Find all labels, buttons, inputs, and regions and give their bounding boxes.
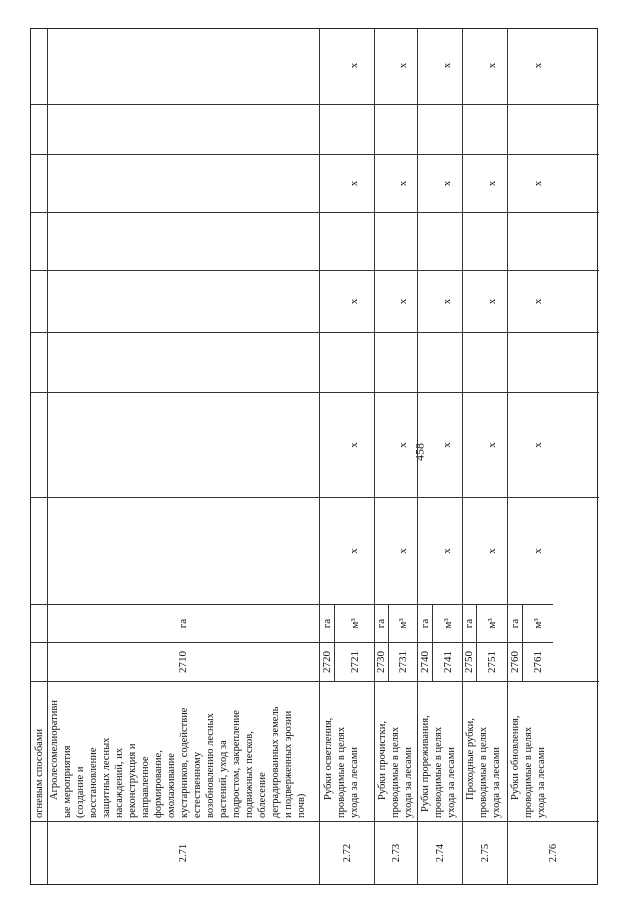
cell-unit: га xyxy=(508,604,522,642)
mark: х xyxy=(485,442,498,448)
cell-unit: м³ xyxy=(335,604,374,642)
name-line: (создание и xyxy=(75,766,86,818)
name-line: естественному xyxy=(192,751,203,818)
mark: х xyxy=(348,180,360,187)
cell-col-1 xyxy=(375,497,417,604)
cell-col-4 xyxy=(375,270,417,332)
mark: х xyxy=(441,62,453,69)
cell-unit: м³ xyxy=(477,604,507,642)
mark: х xyxy=(531,442,544,448)
mark: х xyxy=(396,298,409,305)
page-number: 458 xyxy=(412,443,427,461)
cell-col-3 xyxy=(463,332,507,392)
name-line: ухода за лесами xyxy=(349,747,360,818)
mark: х xyxy=(396,180,409,187)
name-line: проводимые в целях xyxy=(433,726,444,818)
cell-col-2 xyxy=(31,392,47,497)
table-row-2-72 xyxy=(320,29,375,884)
cell-code: 2720 xyxy=(320,642,334,681)
cell-number: 2.71 xyxy=(48,821,319,884)
table-row-top xyxy=(31,29,48,884)
mark: х xyxy=(396,548,409,554)
cell-col-2 xyxy=(508,392,599,497)
cell-col-4 xyxy=(31,270,47,332)
cell-unit: га xyxy=(48,604,319,642)
mark: х xyxy=(441,548,453,554)
cell-name xyxy=(48,681,319,821)
cell-col-8 xyxy=(463,27,507,104)
cell-col-8 xyxy=(31,27,47,104)
cell-col-6 xyxy=(418,154,462,212)
mark: х xyxy=(348,442,360,448)
name-line: Рубки прочистки, xyxy=(377,721,388,800)
sub-rows xyxy=(418,604,462,681)
name-line: восстановление xyxy=(88,747,99,818)
cell-col-5 xyxy=(48,212,319,270)
cell-col-6 xyxy=(375,154,417,212)
cell-unit xyxy=(31,604,47,642)
name-line: Рубки прореживания, xyxy=(420,715,431,812)
cell-col-3 xyxy=(375,332,417,392)
name-line: защитных лесных xyxy=(101,737,112,818)
name-line: и подверженных эрозии xyxy=(283,710,294,818)
name-line: Проходные рубки, xyxy=(465,718,476,800)
name-line: почв) xyxy=(296,793,307,818)
name-line: проводимые в целях xyxy=(523,726,534,818)
cell-number: 2.75 xyxy=(463,821,507,884)
cell-name xyxy=(508,681,599,821)
mark: х xyxy=(485,298,498,305)
table-row-2-76 xyxy=(508,29,599,884)
cell-col-5 xyxy=(508,212,599,270)
cell-col-4 xyxy=(320,270,374,332)
cell-col-7 xyxy=(418,104,462,154)
cell-col-7 xyxy=(48,104,319,154)
cell-code: 2710 xyxy=(48,642,319,681)
cell-col-4 xyxy=(418,270,462,332)
cell-col-2 xyxy=(418,392,462,497)
cell-unit: м³ xyxy=(523,604,553,642)
mark: х xyxy=(348,298,360,305)
mark: х xyxy=(396,442,409,448)
table-row-2-73 xyxy=(375,29,418,884)
cell-unit: га xyxy=(418,604,432,642)
mark: х xyxy=(441,442,453,448)
name-line: омолаживание xyxy=(166,753,177,818)
cell-col-6 xyxy=(48,154,319,212)
mark: х xyxy=(531,180,544,187)
cell-col-3 xyxy=(31,332,47,392)
cell-name xyxy=(418,681,462,821)
cell-number: 2.76 xyxy=(508,821,599,884)
cell-col-7 xyxy=(463,104,507,154)
mark: х xyxy=(348,62,360,69)
table-row-2-71 xyxy=(48,29,320,884)
cell-col-7 xyxy=(375,104,417,154)
cell-col-2 xyxy=(320,392,374,497)
name-line: направленное xyxy=(140,756,151,818)
mark: х xyxy=(485,180,498,187)
cell-col-7 xyxy=(31,104,47,154)
name-line: Рубки обновления, xyxy=(510,715,521,800)
cell-col-3 xyxy=(508,332,599,392)
cell-code: 2760 xyxy=(508,642,522,681)
name-line: подростом, закрепление xyxy=(231,710,242,818)
cell-col-4 xyxy=(48,270,319,332)
name-line: Рубки осветления, xyxy=(323,717,334,800)
name-line: реконструкция и xyxy=(127,743,138,818)
name-line: кустарников, содействие xyxy=(179,707,190,818)
name-line: растений, уход за xyxy=(218,740,229,818)
cell-number xyxy=(31,821,47,884)
cell-unit: га xyxy=(320,604,334,642)
name-line: Агролесомелиоративн xyxy=(49,700,60,800)
cell-col-5 xyxy=(375,212,417,270)
cell-col-4 xyxy=(463,270,507,332)
mark: х xyxy=(485,62,498,69)
cell-unit: га xyxy=(375,604,388,642)
name-line: ухода за лесами xyxy=(536,747,547,818)
cell-number: 2.72 xyxy=(320,821,374,884)
cell-col-3 xyxy=(48,332,319,392)
cell-name xyxy=(463,681,507,821)
name-line: ые мероприятия xyxy=(62,745,73,818)
name-line: ухода за лесами xyxy=(491,747,502,818)
name-line: насаждений, их xyxy=(114,748,125,818)
cell-col-5 xyxy=(463,212,507,270)
cell-code: 2730 xyxy=(375,642,388,681)
mark: х xyxy=(531,548,544,554)
cell-col-7 xyxy=(320,104,374,154)
cell-col-8 xyxy=(320,27,374,104)
cell-unit: га xyxy=(463,604,476,642)
name-line: возобновлению лесных xyxy=(205,713,216,818)
cell-col-6 xyxy=(508,154,599,212)
cell-code: 2741 xyxy=(433,642,462,681)
cell-col-2 xyxy=(375,392,417,497)
cell-col-6 xyxy=(320,154,374,212)
cell-col-8 xyxy=(375,27,417,104)
table-row-2-75 xyxy=(463,29,508,884)
mark: х xyxy=(348,548,360,554)
name-line: формирование, xyxy=(153,750,164,818)
cell-number: 2.73 xyxy=(375,821,417,884)
name-line: проводимые в целях xyxy=(478,726,489,818)
cell-col-5 xyxy=(320,212,374,270)
name-line: подвижных песков, xyxy=(244,731,255,818)
cell-col-4 xyxy=(508,270,599,332)
cell-col-1 xyxy=(418,497,462,604)
cell-name: огневым способами xyxy=(31,681,47,821)
cell-col-1 xyxy=(320,497,374,604)
cell-col-6 xyxy=(463,154,507,212)
cell-col-2 xyxy=(463,392,507,497)
mark: х xyxy=(396,62,409,69)
cell-col-3 xyxy=(418,332,462,392)
cell-code xyxy=(31,642,47,681)
cell-name xyxy=(320,681,374,821)
cell-col-1 xyxy=(31,497,47,604)
sub-rows xyxy=(320,604,374,681)
cell-col-7 xyxy=(508,104,599,154)
cell-code: 2751 xyxy=(477,642,507,681)
cell-col-8 xyxy=(418,27,462,104)
sub-rows xyxy=(375,604,417,681)
name-line: ухода за лесами xyxy=(403,747,414,818)
name-line: ухода за лесами xyxy=(446,747,457,818)
cell-col-3 xyxy=(320,332,374,392)
name-line: облесение xyxy=(257,772,268,818)
cell-name xyxy=(375,681,417,821)
mark: х xyxy=(485,548,498,554)
mark: х xyxy=(441,180,453,187)
cell-col-2 xyxy=(48,392,319,497)
cell-col-1 xyxy=(48,497,319,604)
cell-col-8 xyxy=(508,27,599,104)
cell-col-6 xyxy=(31,154,47,212)
name-line: проводимые в целях xyxy=(336,726,347,818)
cell-code: 2761 xyxy=(523,642,553,681)
cell-col-1 xyxy=(463,497,507,604)
table-row-2-74 xyxy=(418,29,463,884)
sub-rows xyxy=(508,604,599,681)
sub-rows xyxy=(463,604,507,681)
cell-col-8 xyxy=(48,27,319,104)
cell-col-5 xyxy=(418,212,462,270)
name-line: проводимые в целях xyxy=(390,726,401,818)
cell-unit: м³ xyxy=(433,604,462,642)
data-table xyxy=(30,28,598,885)
mark: х xyxy=(531,62,544,69)
mark: х xyxy=(531,298,544,305)
cell-unit: м³ xyxy=(389,604,417,642)
name-line: деградированных земель xyxy=(270,706,281,818)
cell-col-5 xyxy=(31,212,47,270)
cell-col-1 xyxy=(508,497,599,604)
mark: х xyxy=(441,298,453,305)
cell-code: 2721 xyxy=(335,642,374,681)
cell-number: 2.74 xyxy=(418,821,462,884)
cell-code: 2731 xyxy=(389,642,417,681)
cell-code: 2740 xyxy=(418,642,432,681)
cell-code: 2750 xyxy=(463,642,476,681)
